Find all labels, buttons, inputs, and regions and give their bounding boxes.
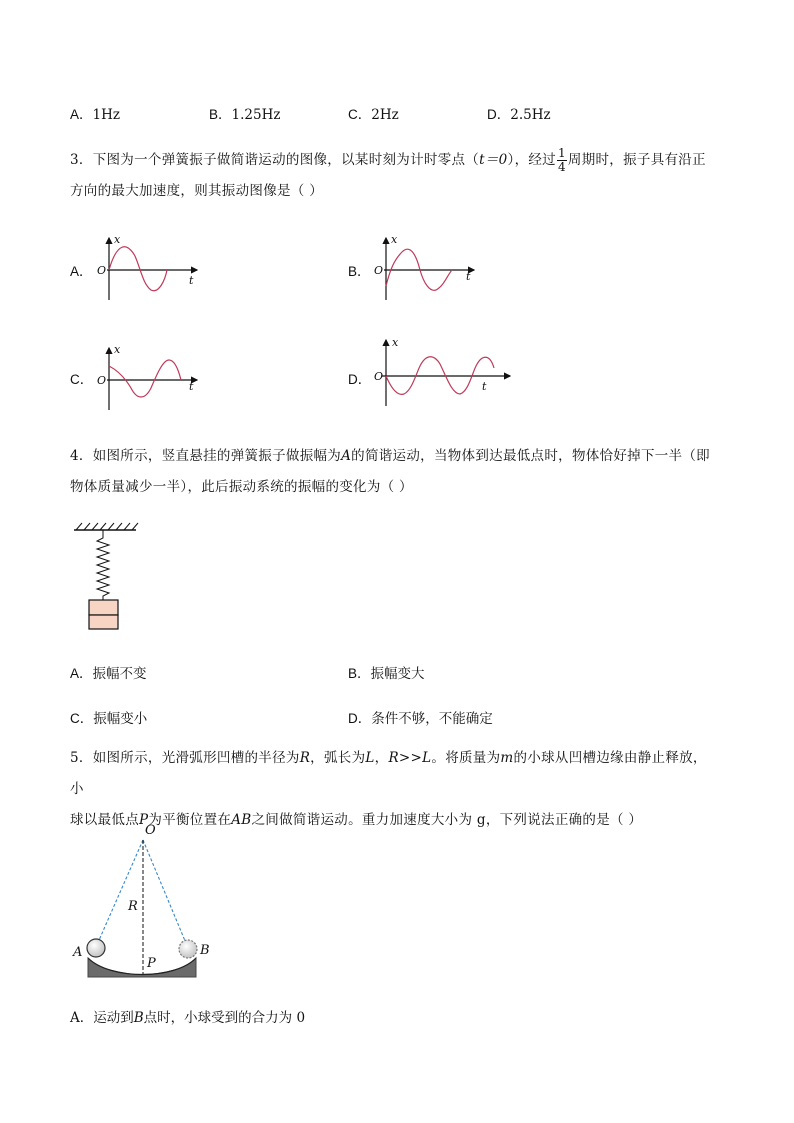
q2-option-a: A．1Hz (70, 107, 120, 123)
label-o: O (145, 823, 156, 838)
graph-b (372, 232, 482, 302)
q5-option-a: A．运动到B点时，小球受到的合力为 0 (70, 1010, 306, 1026)
spring-oscillator-figure (72, 522, 172, 632)
label-b: B (200, 943, 210, 958)
x-axis-label: x (114, 233, 121, 246)
wave-curve (109, 247, 167, 291)
radius-line-left (96, 840, 143, 947)
q5-line2: 球以最低点P为平衡位置在AB之间做简谐运动。重力加速度大小为 g，下列说法正确的是（ ） (70, 812, 643, 828)
t-axis-label: t (189, 274, 194, 287)
q4-option-a: A．振幅不变 (70, 666, 147, 682)
q3-option-a-label: A． (70, 264, 93, 279)
q3-option-c-label: C． (70, 372, 94, 387)
block-upper (89, 600, 118, 615)
origin-label: O (374, 264, 384, 277)
quarter-fraction: $\frac{1}{4}$ (557, 146, 566, 174)
radius-line-right (143, 840, 188, 948)
t-axis-label: t (189, 380, 194, 393)
q4-line1: 4．如图所示，竖直悬挂的弹簧振子做振幅为A的简谐运动，当物体到达最低点时，物体恰好掉下一半（即 (70, 448, 710, 464)
q3-line1: 3．下图为一个弹簧振子做简谐运动的图像，以某时刻为计时零点（t＝0），经过 $\frac{1}{4}$ 周期时，振子具有沿正 (70, 146, 706, 174)
ball-at-a (87, 939, 105, 957)
graph-c (95, 342, 205, 412)
q2-option-d: D．2.5Hz (487, 107, 551, 123)
x-axis-label: x (392, 336, 399, 349)
wave-curve (109, 360, 181, 397)
origin-label: O (374, 370, 384, 383)
q2-option-b: B．1.25Hz (209, 107, 281, 123)
graph-d (372, 338, 512, 408)
q4-option-d: D．条件不够，不能确定 (348, 711, 493, 727)
graph-a (95, 232, 205, 302)
q4-option-c: C．振幅变小 (70, 711, 148, 727)
q3-stem (70, 145, 720, 207)
spring (97, 530, 109, 600)
q5-line1: 5．如图所示，光滑弧形凹槽的半径为R，弧长为L，R>>L。将质量为m的小球从凹槽边缘由静止释放，小 (70, 750, 707, 797)
arc-groove-figure (70, 820, 220, 985)
ball-at-b (179, 940, 197, 958)
origin-label: O (97, 374, 107, 387)
label-p: P (147, 956, 156, 971)
x-axis-label: x (391, 233, 398, 246)
t-axis-label: t (466, 270, 471, 283)
label-a: A (73, 945, 83, 960)
label-r: R (128, 899, 138, 914)
q4-line2: 物体质量减少一半），此后振动系统的振幅的变化为（ ） (70, 479, 413, 495)
x-axis-label: x (114, 343, 121, 356)
origin-label: O (97, 264, 107, 277)
q4-stem (70, 441, 720, 503)
t-axis-label: t (482, 380, 487, 393)
ceiling-hatching (76, 523, 138, 530)
q3-option-b-label: B． (348, 264, 371, 279)
q2-option-c: C．2Hz (348, 107, 399, 123)
q3-option-d-label: D． (348, 372, 372, 387)
block-lower (89, 615, 118, 629)
q3-line2: 方向的最大加速度，则其振动图像是（ ） (70, 183, 323, 199)
q4-option-b: B．振幅变大 (348, 666, 425, 682)
